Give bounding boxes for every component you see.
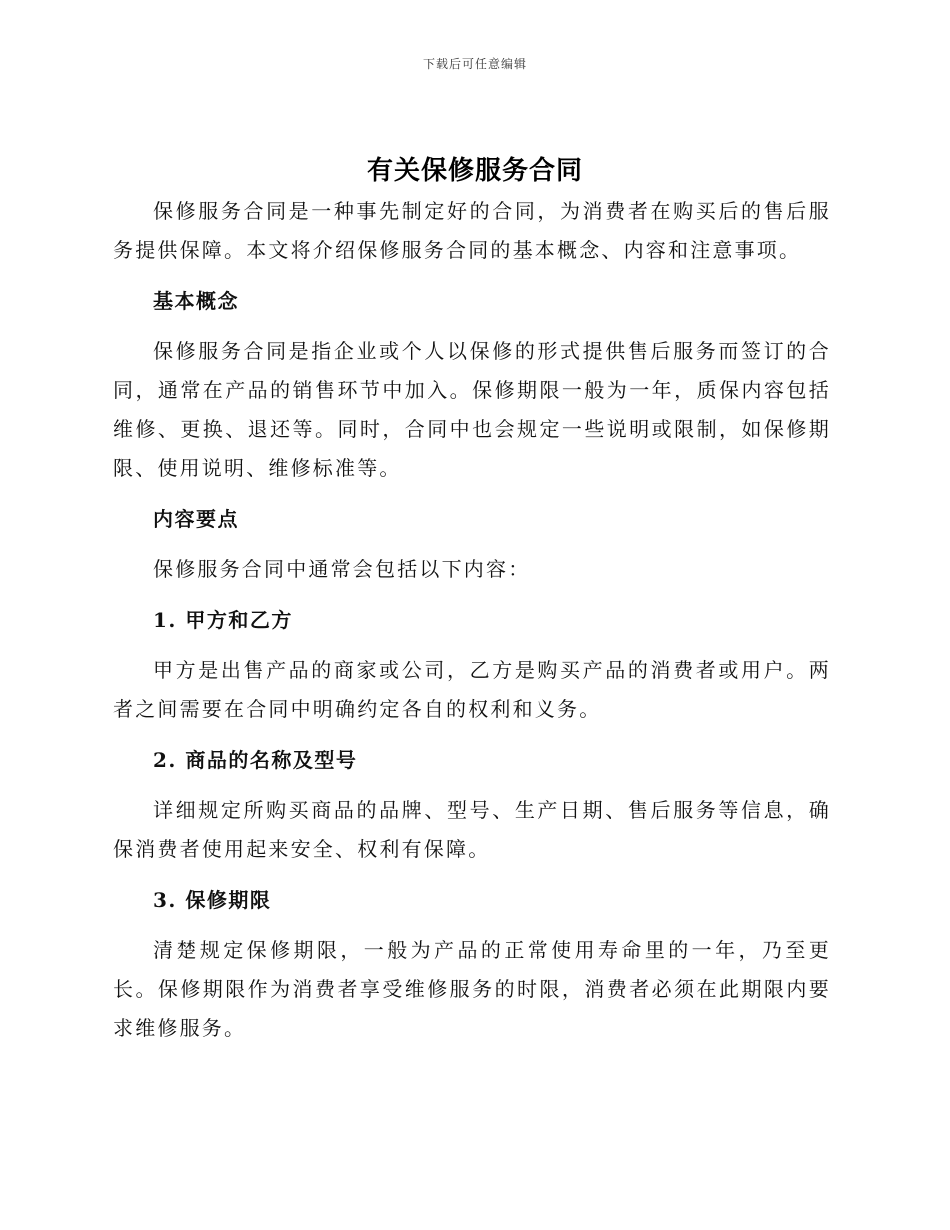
basic-concept-paragraph: 保修服务合同是指企业或个人以保修的形式提供售后服务而签订的合同，通常在产品的销售环节中加入。保修期限一般为一年，质保内容包括维修、更换、退还等。同时，合同中也会规定一些说明或限制，如保修期限、使用说明、维修标准等。 bbox=[113, 339, 831, 480]
document-title: 有关保修服务合同 bbox=[366, 156, 583, 186]
item-parties-paragraph: 甲方是出售产品的商家或公司，乙方是购买产品的消费者或用户。两者之间需要在合同中明确约定各自的权利和义务。 bbox=[113, 658, 831, 721]
item-heading-warranty-period: 3. 保修期限 bbox=[153, 888, 272, 912]
intro-paragraph: 保修服务合同是一种事先制定好的合同，为消费者在购买后的售后服务提供保障。本文将介绍保修服务合同的基本概念、内容和注意事项。 bbox=[113, 199, 831, 262]
item-warranty-period-paragraph: 清楚规定保修期限，一般为产品的正常使用寿命里的一年，乃至更长。保修期限作为消费者享受维修服务的时限，消费者必须在此期限内要求维修服务。 bbox=[113, 938, 831, 1040]
item-heading-product: 2. 商品的名称及型号 bbox=[153, 748, 358, 772]
item-product-paragraph: 详细规定所购买商品的品牌、型号、生产日期、售后服务等信息，确保消费者使用起来安全、权利有保障。 bbox=[113, 798, 831, 861]
header-note: 下载后可任意编辑 bbox=[422, 57, 527, 71]
item-heading-parties: 1. 甲方和乙方 bbox=[153, 608, 293, 632]
document-body bbox=[113, 192, 831, 1048]
section-heading-points: 内容要点 bbox=[153, 507, 239, 531]
section-heading-basic: 基本概念 bbox=[153, 289, 239, 313]
points-intro-paragraph: 保修服务合同中通常会包括以下内容： bbox=[153, 557, 531, 581]
